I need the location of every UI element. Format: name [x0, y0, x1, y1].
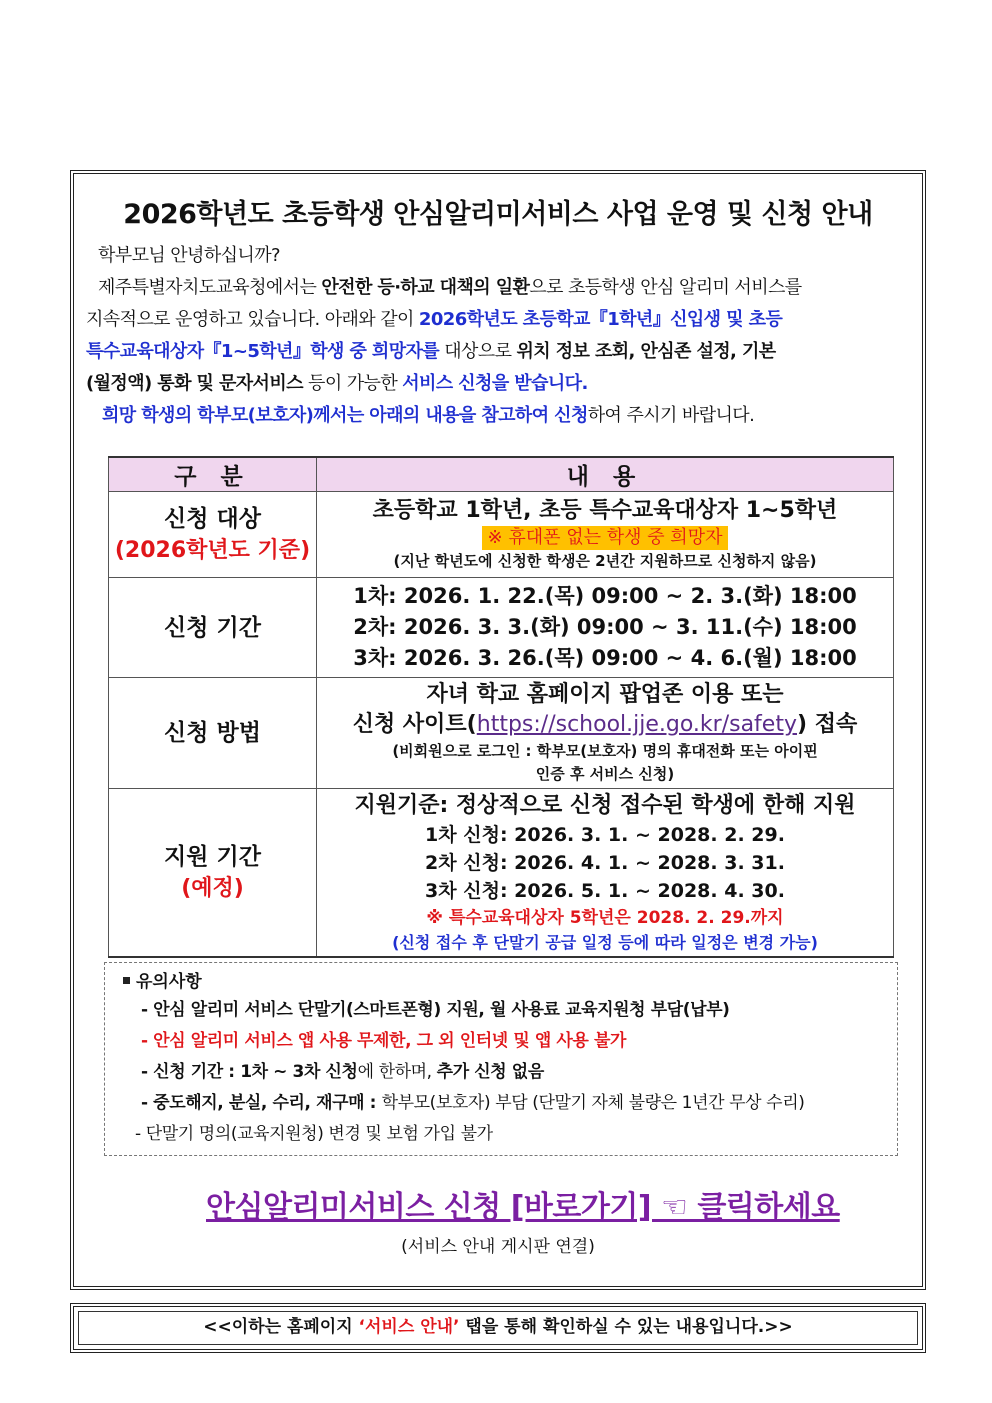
table-header-row — [109, 457, 894, 492]
support-label: 지원 기간 — [164, 843, 261, 870]
period-round-1: 1차: 2026. 1. 22.(목) 09:00 ~ 2. 3.(화) 18:00 — [353, 584, 857, 608]
intro-line-5: 희망 학생의 학부모(보호자)께서는 아래의 내용을 참고하여 신청하여 주시기 바랍니다. — [102, 405, 755, 426]
support-sub: (예정) — [181, 875, 244, 901]
notes-box — [104, 962, 898, 1156]
period-label: 신청 기간 — [109, 578, 317, 678]
intro-text — [86, 240, 912, 432]
table-row-target — [109, 492, 894, 578]
support-special: ※ 특수교육대상자 5학년은 2028. 2. 29.까지 — [426, 908, 784, 928]
header-category: 구 분 — [109, 457, 317, 492]
header-content: 내 용 — [317, 457, 894, 492]
note-item-4: - 중도해지, 분실, 수리, 재구매 : 학부모(보호자) 부담 (단말기 자체 불량은 1년간 무상 수리) — [141, 1093, 805, 1113]
greeting: 학부모님 안녕하십니까? — [98, 245, 280, 266]
note-item-3: - 신청 기간 : 1차 ~ 3차 신청에 한하며, 추가 신청 없음 — [141, 1062, 544, 1082]
period-round-2: 2차: 2026. 3. 3.(화) 09:00 ~ 3. 11.(수) 18:00 — [353, 615, 857, 639]
intro-line-2: 지속적으로 운영하고 있습니다. 아래와 같이 2026학년도 초등학교『1학년』신입생 및 초등 — [86, 309, 783, 330]
apply-sub: (서비스 안내 게시판 연결) — [401, 1237, 595, 1257]
page-title: 2026학년도 초등학생 안심알리미서비스 사업 운영 및 신청 안내 — [123, 199, 873, 230]
notice-box — [70, 170, 926, 1290]
safety-site-link[interactable]: https://school.jje.go.kr/safety — [476, 712, 797, 737]
support-line: 지원기준: 정상적으로 신청 접수된 학생에 한해 지원 — [354, 793, 856, 818]
table-row-period — [109, 578, 894, 678]
support-note: (신청 접수 후 단말기 공급 일정 등에 따라 일정은 변경 가능) — [392, 933, 818, 952]
note-item-5: - 단말기 명의(교육지원청) 변경 및 보험 가입 불가 — [135, 1124, 493, 1144]
method-line-2: 신청 사이트(https://school.jje.go.kr/safety) 접속 — [352, 712, 858, 737]
target-highlight: ※ 휴대폰 없는 학생 중 희망자 — [482, 526, 729, 550]
method-note-2: 인증 후 서비스 신청) — [535, 765, 675, 783]
intro-line-4: (월정액) 통화 및 문자서비스 등이 가능한 서비스 신청을 받습니다. — [86, 373, 588, 394]
table-row-method — [109, 678, 894, 789]
method-line-1: 자녀 학교 홈페이지 팝업존 이용 또는 — [426, 682, 784, 707]
apply-link[interactable]: 안심알리미서비스 신청 [바로가기] ☜ 클릭하세요 — [206, 1190, 840, 1225]
target-sub: (2026학년도 기준) — [114, 537, 311, 563]
method-note-1: (비회원으로 로그인 : 학부모(보호자) 명의 휴대전화 또는 아이핀 — [392, 742, 818, 760]
footer-box — [70, 1303, 926, 1353]
period-round-3: 3차: 2026. 3. 26.(목) 09:00 ~ 4. 6.(월) 18:00 — [353, 646, 857, 670]
bullet-square-icon — [123, 977, 130, 984]
target-line: 초등학교 1학년, 초등 특수교육대상자 1~5학년 — [372, 498, 838, 523]
table-row-support — [109, 789, 894, 958]
intro-line-3: 특수교육대상자『1~5학년』학생 중 희망자를 대상으로 위치 정보 조회, 안심존 설정, 기본 — [86, 341, 776, 362]
footer-text: <<이하는 홈페이지 ‘서비스 안내’ 탭을 통해 확인하실 수 있는 내용입니다.>> — [78, 1311, 918, 1345]
support-round-2: 2차 신청: 2026. 4. 1. ~ 2028. 3. 31. — [425, 852, 785, 874]
note-item-2: - 안심 알리미 서비스 앱 사용 무제한, 그 외 인터넷 및 앱 사용 불가 — [141, 1031, 627, 1051]
note-item-1: - 안심 알리미 서비스 단말기(스마트폰형) 지원, 월 사용료 교육지원청 부담(납부) — [141, 1000, 730, 1020]
info-table — [108, 456, 894, 958]
intro-line-1: 제주특별자치도교육청에서는 안전한 등·하교 대책의 일환으로 초등학생 안심 알리미 서비스를 — [98, 277, 802, 298]
target-label: 신청 대상 — [164, 505, 261, 532]
support-round-1: 1차 신청: 2026. 3. 1. ~ 2028. 2. 29. — [425, 824, 785, 846]
notes-heading: 유의사항 — [119, 969, 883, 995]
method-label: 신청 방법 — [109, 678, 317, 789]
target-note: (지난 학년도에 신청한 학생은 2년간 지원하므로 신청하지 않음) — [393, 552, 817, 570]
support-round-3: 3차 신청: 2026. 5. 1. ~ 2028. 4. 30. — [425, 880, 785, 902]
